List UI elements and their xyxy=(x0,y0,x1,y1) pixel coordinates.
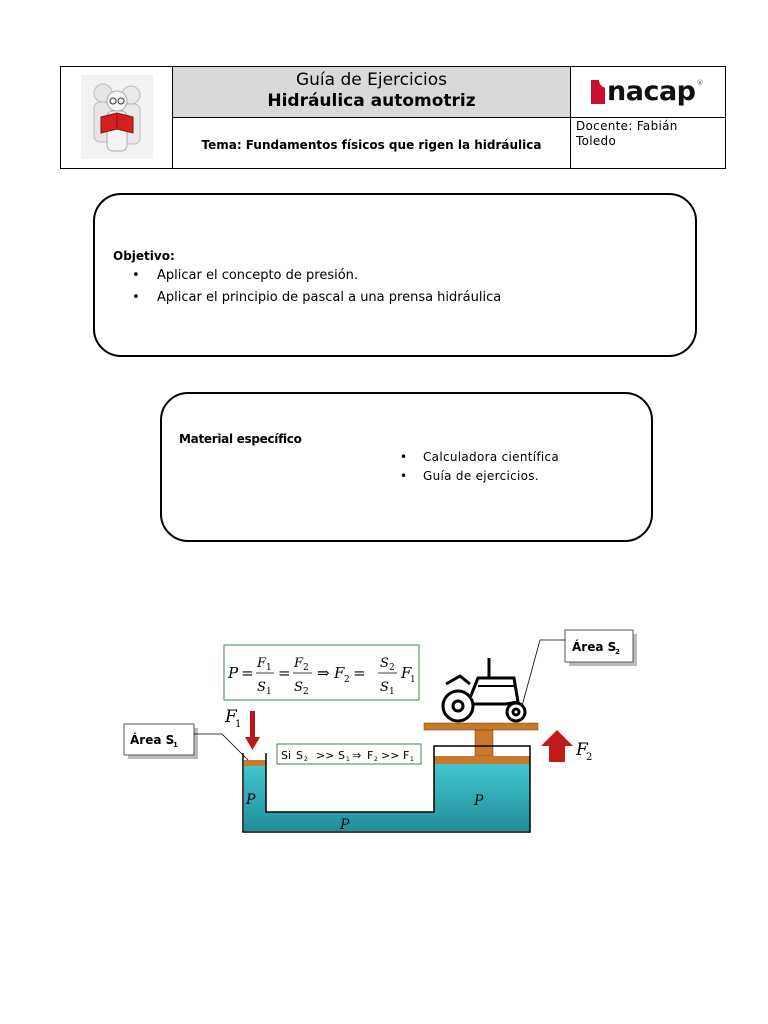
area-s1-label xyxy=(124,724,248,760)
inacap-logo xyxy=(591,76,704,107)
material-item: • Calculadora científica xyxy=(400,448,559,467)
teacher-line-1: Docente: Fabián xyxy=(576,119,678,133)
logo-wordmark: nacap xyxy=(607,76,696,107)
svg-text:2: 2 xyxy=(303,663,309,673)
teacher-line-2: Toledo xyxy=(576,134,617,148)
svg-text:>>: >> xyxy=(316,749,335,762)
large-piston xyxy=(434,756,530,764)
svg-text:F: F xyxy=(367,749,374,762)
svg-text:P: P xyxy=(340,817,350,833)
teacher-cell xyxy=(571,118,725,168)
svg-text:2: 2 xyxy=(389,663,395,673)
area-s2-label xyxy=(522,630,637,706)
material-box xyxy=(160,392,653,542)
material-list xyxy=(400,448,559,486)
svg-text:S: S xyxy=(296,749,303,762)
svg-text:2: 2 xyxy=(586,752,593,763)
svg-text:F: F xyxy=(225,707,237,727)
svg-text:1: 1 xyxy=(235,719,242,730)
svg-text:2: 2 xyxy=(615,648,620,656)
header-illustration-cell xyxy=(61,67,173,168)
people-reading-illustration xyxy=(61,67,171,167)
svg-text:S: S xyxy=(257,680,266,695)
svg-text:S: S xyxy=(380,680,389,695)
svg-text:P: P xyxy=(228,664,239,682)
force-f1-arrow xyxy=(224,707,260,750)
header-table xyxy=(60,66,726,169)
hydraulic-press-diagram xyxy=(0,600,768,850)
svg-text:1: 1 xyxy=(266,663,272,673)
svg-text:F: F xyxy=(403,749,410,762)
topic-text: Tema: Fundamentos físicos que rigen la hidráulica xyxy=(201,138,542,152)
svg-text:F: F xyxy=(334,664,345,682)
svg-text:Área S: Área S xyxy=(130,733,175,747)
svg-text:=: = xyxy=(241,664,254,682)
svg-text:1: 1 xyxy=(410,756,414,763)
svg-text:2: 2 xyxy=(344,675,350,685)
svg-text:1: 1 xyxy=(346,756,350,763)
registered-mark-icon: ® xyxy=(696,79,704,87)
svg-text:⇒: ⇒ xyxy=(352,749,362,762)
svg-text:S: S xyxy=(380,656,389,671)
condition-statement xyxy=(277,744,421,764)
svg-text:1: 1 xyxy=(266,687,272,697)
svg-text:S: S xyxy=(338,749,345,762)
title-cell xyxy=(173,67,571,118)
svg-text:F: F xyxy=(294,656,304,671)
svg-text:F: F xyxy=(257,656,267,671)
svg-text:F: F xyxy=(401,664,412,682)
objective-item: • Aplicar el principio de pascal a una prensa hidráulica xyxy=(132,287,501,309)
brand-cell xyxy=(571,67,725,118)
svg-text:2: 2 xyxy=(303,687,309,697)
svg-text:⇒: ⇒ xyxy=(317,664,330,682)
svg-text:S: S xyxy=(294,680,303,695)
topic-cell xyxy=(173,118,571,168)
svg-text:Si: Si xyxy=(281,749,292,762)
svg-text:Área S: Área S xyxy=(572,640,617,654)
svg-text:P: P xyxy=(474,793,484,809)
svg-text:1: 1 xyxy=(173,741,178,749)
material-item: • Guía de ejercicios. xyxy=(400,467,559,486)
svg-text:F: F xyxy=(576,740,588,760)
objective-item: • Aplicar el concepto de presión. xyxy=(132,265,501,287)
svg-text:2: 2 xyxy=(304,756,308,763)
svg-text:=: = xyxy=(278,664,291,682)
objective-list xyxy=(132,265,501,309)
logo-mark-icon xyxy=(591,80,605,104)
pascal-equation xyxy=(224,645,419,700)
large-piston-assembly xyxy=(424,723,538,756)
tractor-icon xyxy=(443,658,525,721)
svg-text:2: 2 xyxy=(374,756,378,763)
svg-text:P: P xyxy=(246,792,256,808)
objective-title: Objetivo: xyxy=(113,249,175,263)
objective-box xyxy=(93,193,697,357)
svg-text:1: 1 xyxy=(389,687,395,697)
svg-text:>>: >> xyxy=(381,749,400,762)
material-title: Material específico xyxy=(179,432,302,446)
force-f2-arrow xyxy=(541,730,592,763)
small-piston xyxy=(244,760,266,766)
guide-title: Guía de Ejercicios xyxy=(295,70,448,90)
guide-subtitle: Hidráulica automotriz xyxy=(267,91,476,111)
svg-text:=: = xyxy=(353,664,366,682)
svg-text:1: 1 xyxy=(410,675,416,685)
